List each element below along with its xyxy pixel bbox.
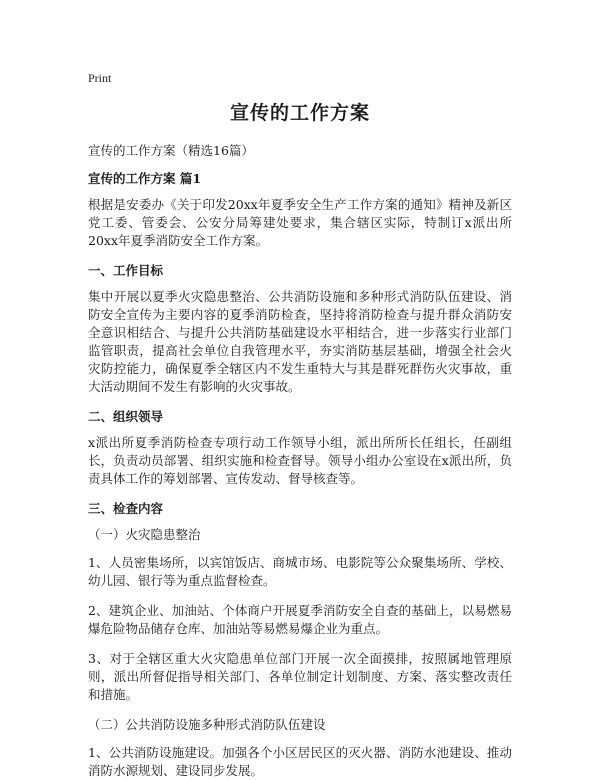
intro-paragraph: 根据是安委办《关于印发20xx年夏季安全生产工作方案的通知》精神及新区党工委、管委会、公安分局筹建处要求，集合辖区实际，特制订x派出所20xx年夏季消防安全工作方案。 [88, 197, 512, 248]
leadership-paragraph: x派出所夏季消防检查专项行动工作领导小组，派出所所长任组长，任副组长，负责动员部署、组织实施和检查督导。领导小组办公室设在x派出所，负责具体工作的筹划部署、宣传发动、督导核查等。 [88, 435, 512, 486]
article-heading: 宣传的工作方案 篇1 [88, 171, 202, 186]
inspection-item-1: 1、人员密集场所，以宾馆饭店、商城市场、电影院等公众聚集场所、学校、幼儿园、银行等为重点监督检查。 [88, 555, 512, 588]
subheading-hazard-rectification: （一）火灾隐患整治 [88, 527, 201, 542]
goals-paragraph: 集中开展以夏季火灾隐患整治、公共消防设施和多种形式消防队伍建设、消防安全宣传为主要内容的夏季消防检查，坚持将消防检查与提升群众消防安全意识相结合、与提升公共消防基础建设水平相结合，进一步落实行业部门监管职责，提高社会单位自我管理水平，夯实消防基层基础，增强全社会火灾防控能力，确保夏季全辖区内不发生重特大与其是群死群伤火灾事故，重大活动期间不发生有影响的火灾事故。 [88, 289, 512, 394]
inspection-item-2: 2、建筑企业、加油站、个体商户开展夏季消防安全自查的基础上，以易燃易爆危险物品储存仓库、加油站等易燃易爆企业为重点。 [88, 603, 512, 636]
print-link[interactable]: Print [88, 71, 112, 85]
subheading-public-facilities: （二）公共消防设施多种形式消防队伍建设 [88, 717, 326, 732]
inspection-item-3: 3、对于全辖区重大火灾隐患单位部门开展一次全面摸排，按照属地管理原则，派出所督促指导相关部门、各单位制定计划制度、方案、落实整改责任和措施。 [88, 651, 512, 702]
section-heading-inspection: 三、检查内容 [88, 501, 164, 516]
document-subtitle: 宣传的工作方案（精选16篇） [88, 143, 254, 158]
section-heading-goals: 一、工作目标 [88, 263, 164, 278]
document-title: 宣传的工作方案 [229, 102, 370, 124]
section-heading-leadership: 二、组织领导 [88, 409, 164, 424]
facilities-item-1: 1、公共消防设施建设。加强各个小区居民区的灭火器、消防水池建设、推动消防水源规划、建设同步发展。 [88, 745, 512, 778]
